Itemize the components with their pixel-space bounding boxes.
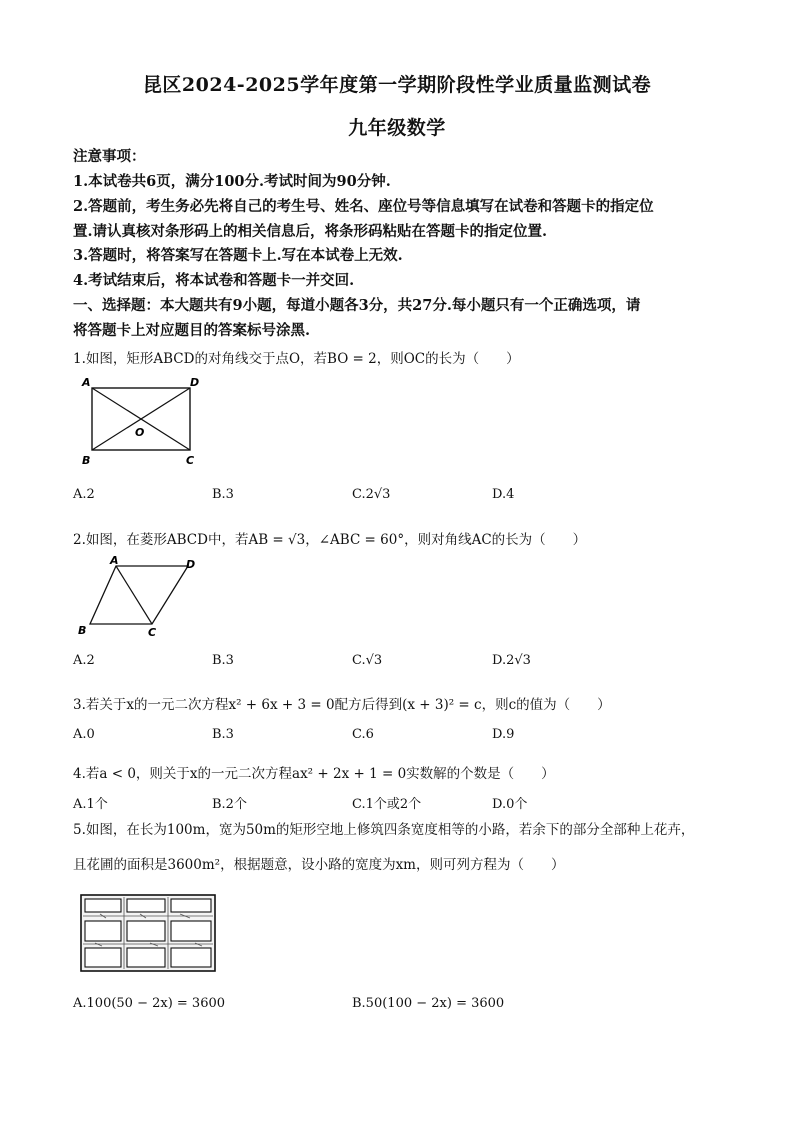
notes-heading: 注意事项： bbox=[73, 148, 146, 165]
section1-intro: 一、选择题：本大题共有9小题，每道小题各3分，共27分.每小题只有一个正确选项，请 bbox=[73, 297, 641, 314]
diagonal-ac bbox=[116, 566, 152, 624]
question-3-stem: 3.若关于x的一元二次方程x² + 6x + 3 = 0配方后得到(x + 3)² = c，则c的值为（ ） bbox=[73, 697, 611, 713]
vertex-label-b: B bbox=[78, 624, 87, 637]
q4-option-d: D.0个 bbox=[492, 797, 528, 812]
vertex-label-a: A bbox=[110, 554, 119, 567]
q4-option-c: C.1个或2个 bbox=[352, 797, 422, 812]
q5-option-b: B.50(100 − 2x) = 3600 bbox=[352, 996, 505, 1011]
question-2-stem: 2.如图，在菱形ABCD中，若AB = √3，∠ABC = 60°，则对角线AC的长为（ ） bbox=[73, 532, 587, 548]
q2-option-d: D.2√3 bbox=[492, 653, 531, 668]
q3-option-a: A.0 bbox=[73, 727, 95, 742]
q2-option-a: A.2 bbox=[73, 653, 95, 668]
rhombus-abcd bbox=[90, 566, 188, 624]
note-item-1: 1.本试卷共6页，满分100分.考试时间为90分钟. bbox=[73, 173, 391, 190]
question-4-stem: 4.若a < 0，则关于x的一元二次方程ax² + 2x + 1 = 0实数解的个数是（ ） bbox=[73, 766, 555, 782]
q4-option-a: A.1个 bbox=[73, 797, 108, 812]
vertex-label-c: C bbox=[186, 454, 195, 467]
note-item-2-cont: 置.请认真核对条形码上的相关信息后，将条形码粘贴在答题卡的指定位置. bbox=[73, 223, 548, 240]
section1-intro-cont: 将答题卡上对应题目的答案标号涂黑. bbox=[73, 322, 311, 339]
q2-option-b: B.3 bbox=[212, 653, 234, 668]
q3-option-b: B.3 bbox=[212, 727, 234, 742]
q1-option-c: C.2√3 bbox=[352, 487, 391, 502]
garden-figure bbox=[80, 894, 216, 972]
rhombus-figure bbox=[78, 554, 198, 639]
q1-option-a: A.2 bbox=[73, 487, 95, 502]
q5-option-a: A.100(50 − 2x) = 3600 bbox=[73, 996, 226, 1011]
q1-option-d: D.4 bbox=[492, 487, 515, 502]
rectangle-figure bbox=[80, 376, 210, 472]
q1-option-b: B.3 bbox=[212, 487, 234, 502]
question-5-stem: 5.如图，在长为100m，宽为50m的矩形空地上修筑四条宽度相等的小路，若余下的部分全部种上花卉， bbox=[73, 822, 695, 838]
note-item-2: 2.答题前，考生务必先将自己的考生号、姓名、座位号等信息填写在试卷和答题卡的指定位 bbox=[73, 198, 654, 215]
exam-title: 昆区2024-2025学年度第一学期阶段性学业质量监测试卷 bbox=[142, 74, 652, 96]
vertex-label-c: C bbox=[148, 626, 157, 639]
question-5-stem-cont: 且花圃的面积是3600m²，根据题意，设小路的宽度为xm，则可列方程为（ ） bbox=[73, 857, 565, 873]
point-label-o: O bbox=[135, 426, 145, 439]
q3-option-c: C.6 bbox=[352, 727, 374, 742]
vertex-label-a: A bbox=[82, 376, 91, 389]
exam-subtitle: 九年级数学 bbox=[348, 117, 446, 139]
q2-option-c: C.√3 bbox=[352, 653, 383, 668]
vertex-label-d: D bbox=[186, 558, 196, 571]
note-item-3: 3.答题时，将答案写在答题卡上.写在本试卷上无效. bbox=[73, 247, 403, 264]
flower-beds bbox=[85, 899, 211, 967]
vertex-label-b: B bbox=[82, 454, 91, 467]
q3-option-d: D.9 bbox=[492, 727, 515, 742]
question-1-stem: 1.如图，矩形ABCD的对角线交于点O，若BO = 2，则OC的长为（ ） bbox=[73, 351, 520, 367]
vertex-label-d: D bbox=[190, 376, 200, 389]
note-item-4: 4.考试结束后，将本试卷和答题卡一并交回. bbox=[73, 272, 355, 289]
q4-option-b: B.2个 bbox=[212, 797, 247, 812]
